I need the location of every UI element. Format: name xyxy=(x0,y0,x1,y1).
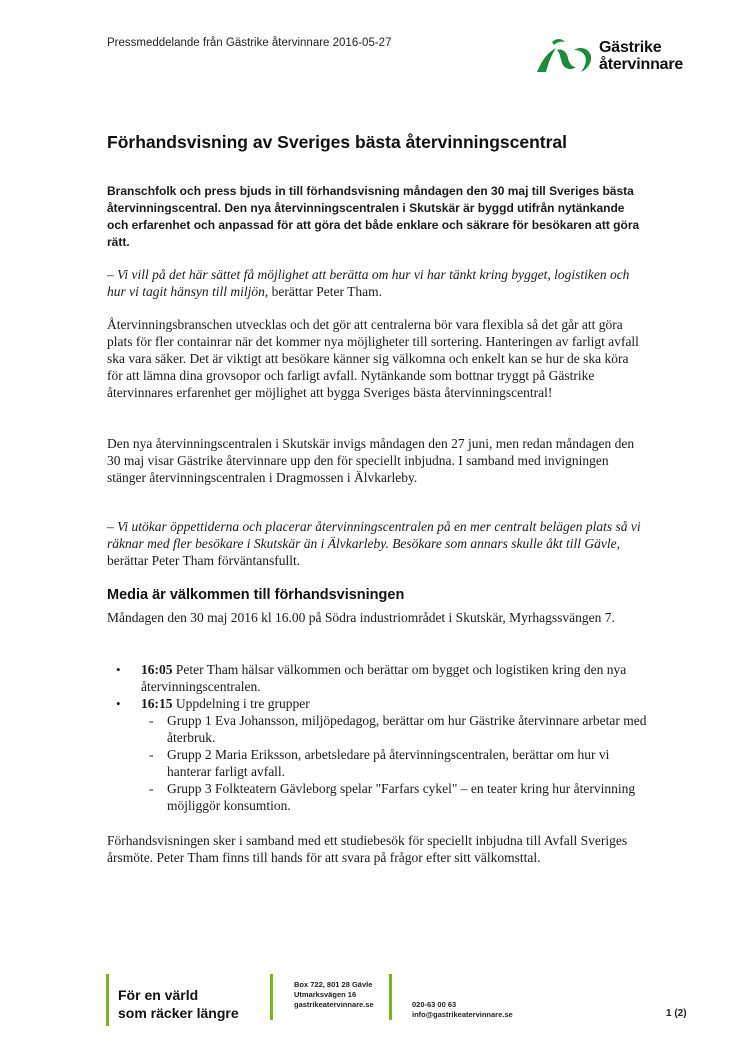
footer-email: info@gastrikeatervinnare.se xyxy=(412,1010,513,1019)
lead-paragraph: Branschfolk och press bjuds in till förhandsvisning måndagen den 30 maj till Sveriges bästa återvinningscentral. Den nya återvinningscentralen i Skutskär är byggd utifrån nytänkande och erfarenhet och anpassad för att göra det både enklare och säkrare för besökaren att göra rätt. xyxy=(107,184,640,249)
footer-divider xyxy=(106,974,109,1026)
media-info: Måndagen den 30 maj 2016 kl 16.00 på Södra industriområdet i Skutskär, Myrhagssvängen 7. xyxy=(107,610,615,625)
group-text: Grupp 3 Folkteatern Gävleborg spelar "Farfars cykel" – en teater kring hur återvinning möjliggör konsumtion. xyxy=(167,781,636,813)
group-item xyxy=(107,746,647,780)
footer-address xyxy=(294,980,374,1010)
bullet-icon: • xyxy=(116,696,121,711)
slogan-line-1: För en värld xyxy=(118,987,199,1003)
press-release-line: Pressmeddelande från Gästrike återvinnare 2016-05-27 xyxy=(107,37,392,49)
schedule-time: 16:15 xyxy=(141,696,173,711)
logo-line-1: Gästrike xyxy=(599,39,662,56)
bullet-icon: • xyxy=(116,662,121,677)
address-line-2: Utmarksvägen 16 xyxy=(294,990,357,999)
address-website: gastrikeatervinnare.se xyxy=(294,1000,374,1009)
footer-slogan xyxy=(118,986,239,1022)
schedule-time: 16:05 xyxy=(141,662,173,677)
quote-paragraph-1 xyxy=(107,266,647,300)
quote-text-2: – Vi utökar öppettiderna och placerar återvinningscentralen på en mer centralt belägen plats så vi räknar med fler besökare i Skutskär än i Älvkarleby. Besökare som annars skulle åkt till Gävle, xyxy=(107,519,641,551)
media-heading: Media är välkommen till förhandsvisningen xyxy=(107,587,405,603)
footer-divider xyxy=(270,974,273,1020)
quote-text-1: – Vi vill på det här sättet få möjlighet att berätta om hur vi har tänkt kring bygget, logistiken och hur vi tagit hänsyn till miljön, xyxy=(107,267,630,299)
group-item xyxy=(107,780,647,814)
group-text: Grupp 1 Eva Johansson, miljöpedagog, berättar om hur Gästrike återvinnare arbetar med återbruk. xyxy=(167,713,647,745)
quote-attribution-1: berättar Peter Tham. xyxy=(268,284,382,299)
footer xyxy=(0,970,746,1030)
page-number: 1 (2) xyxy=(666,1008,687,1019)
footer-phone: 020-63 00 63 xyxy=(412,1000,457,1009)
quote-paragraph-2 xyxy=(107,518,647,569)
logo-wordmark xyxy=(599,39,683,73)
gastrike-logo xyxy=(534,36,704,78)
group-item xyxy=(107,712,647,746)
group-text: Grupp 2 Maria Eriksson, arbetsledare på återvinningscentralen, berättar om hur vi hanterar farligt avfall. xyxy=(167,747,610,779)
gastrike-swoosh-logo-icon xyxy=(534,36,594,76)
quote-attribution-2: berättar Peter Tham förväntansfullt. xyxy=(107,553,301,568)
body-paragraph-2: Den nya återvinningscentralen i Skutskär invigs måndagen den 27 juni, men redan måndagen den 30 maj visar Gästrike återvinnare upp den för speciellt inbjudna. I samband med invigningen stänger återvinningscentralen i Dragmossen i Älvkarleby. xyxy=(107,436,635,485)
document-title: Förhandsvisning av Sveriges bästa återvinningscentral xyxy=(107,132,568,152)
closing-paragraph: Förhandsvisningen sker i samband med ett studiebesök för speciellt inbjudna till Avfall Sveriges årsmöte. Peter Tham finns till hands för att svara på frågor efter sitt välkomsttal. xyxy=(107,833,628,865)
schedule-text: Uppdelning i tre grupper xyxy=(172,696,310,711)
address-line-1: Box 722, 801 28 Gävle xyxy=(294,980,373,989)
body-paragraph-1: Återvinningsbranschen utvecklas och det gör att centralerna bör vara flexibla så det går att göra plats för fler containrar när det kommer nya möjligheter till sortering. Hanteringen av farligt avfall ska vara säker. Det är viktigt att besökare känner sig välkomna och enkelt kan se hur de ska köra för att lämna dina grovsopor och farligt avfall. Nytänkande som bottnar tryggt på Gästrike återvinnares erfarenhet ger möjlighet att bygga Sveriges bästa återvinningscentral! xyxy=(107,317,639,400)
dash-marker: - xyxy=(149,747,154,762)
dash-marker: - xyxy=(149,781,154,796)
schedule-item xyxy=(107,661,647,695)
schedule-text: Peter Tham hälsar välkommen och berättar om bygget och logistiken kring den nya återvinningscentralen. xyxy=(141,662,627,694)
logo-line-2: återvinnare xyxy=(599,56,684,73)
footer-contact xyxy=(412,1000,513,1020)
schedule-item xyxy=(107,695,647,712)
dash-marker: - xyxy=(149,713,154,728)
footer-divider xyxy=(389,974,392,1020)
slogan-line-2: som räcker längre xyxy=(118,1005,239,1021)
schedule-list xyxy=(107,661,647,814)
